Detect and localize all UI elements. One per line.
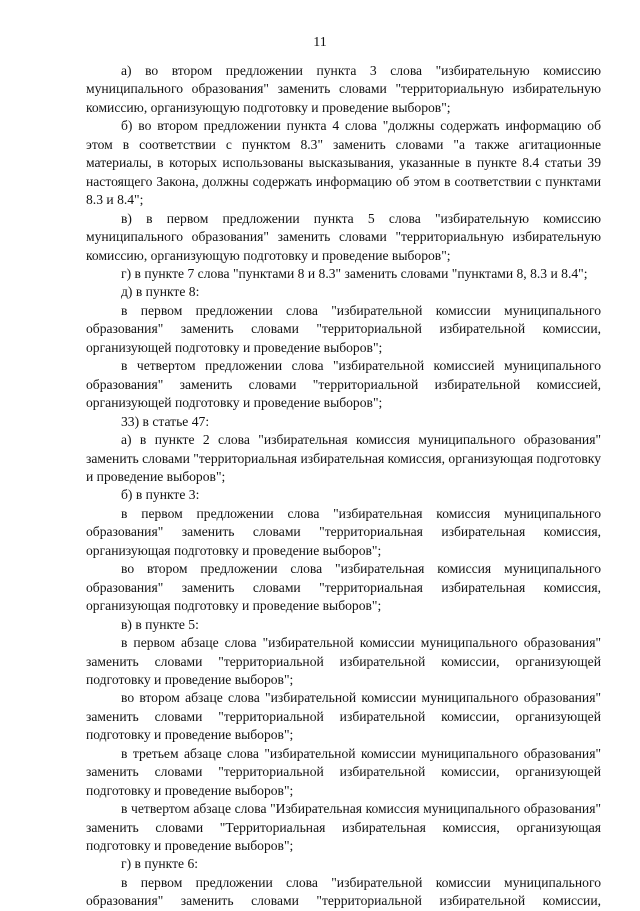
item-33-v-second-clause: во втором абзаце слова "избирательной комиссии муниципального образования" заменить словами "территориальной избирательной комиссии, организующей подготовку и проведение выборов"; (86, 690, 601, 743)
paragraph-d-first-sentence: в первом предложении слова "избирательной комиссии муниципального образования" заменить словами "территориальной избирательной комиссии, организующей подготовку и проведение выборов"; (86, 302, 601, 355)
item-33-paragraph-g-heading: г) в пункте 6: (121, 856, 199, 872)
page-number: 11 (313, 35, 327, 50)
item-33-v-fourth-clause: в четвертом абзаце слова "Избирательная комиссия муниципального образования" заменить словами "Территориальная избирательная комиссия, организующая подготовку и проведение выборов"; (86, 801, 601, 854)
paragraph-d-fourth-sentence: в четвертом предложении слова "избирательной комиссией муниципального образования" заменить словами "территориальной избирательной комиссией, организующей подготовку и проведение выборов"; (86, 358, 601, 411)
item-33-v-first-clause: в первом абзаце слова "избирательной комиссии муниципального образования" заменить словами "территориальной избирательной комиссии, организующей подготовку и проведение выборов"; (86, 635, 601, 687)
item-33-paragraph-v-heading: в) в пункте 5: (121, 616, 199, 632)
item-33-heading: 33) в статье 47: (121, 413, 210, 429)
document-body (86, 62, 601, 911)
item-33-b-first-sentence: в первом предложении слова "избирательная комиссия муниципального образования" заменить словами "территориальная избирательная комиссия, организующая подготовку и проведение выборов"; (86, 505, 601, 558)
item-33-b-second-sentence: во втором предложении слова "избирательная комиссия муниципального образования" заменить словами "территориальная избирательная комиссия, организующая подготовку и проведение выборов"; (86, 561, 601, 614)
item-33-g-first-sentence: в первом предложении слова "избирательной комиссии муниципального образования" заменить словами "территориальной избирательной комиссии, (86, 874, 601, 909)
paragraph-a: а) во втором предложении пункта 3 слова "избирательную комиссию муниципального образования" заменить словами "территориальную избирательную комиссию, организующую подготовку и проведение выборов"; (86, 63, 601, 115)
paragraph-d-heading: д) в пункте 8: (121, 284, 200, 300)
item-33-v-third-clause: в третьем абзаце слова "избирательной комиссии муниципального образования" заменить словами "территориальной избирательной комиссии, организующей подготовку и проведение выборов"; (86, 745, 601, 798)
item-33-paragraph-b-heading: б) в пункте 3: (121, 487, 200, 503)
paragraph-v: в) в первом предложении пункта 5 слова "избирательную комиссию муниципального образования" заменить словами "территориальную избирательную комиссию, организующую подготовку и проведение выборов"; (86, 210, 601, 263)
paragraph-b: б) во втором предложении пункта 4 слова "должны содержать информацию об этом в соответствии с пунктом 8.3" заменить словами "а также агитационные материалы, в которых использованы высказывания, указанные в пункте 8.4 статьи 39 настоящего Закона, должны содержать информацию об этом в соответствии с пунктами 8.3 и 8.4"; (86, 118, 601, 208)
paragraph-g: г) в пункте 7 слова "пунктами 8 и 8.3" заменить словами "пунктами 8, 8.3 и 8.4"; (121, 265, 588, 281)
item-33-paragraph-a: а) в пункте 2 слова "избирательная комиссия муниципального образования" заменить словами "территориальная избирательная комиссия, организующая подготовку и проведение выборов"; (86, 432, 601, 484)
